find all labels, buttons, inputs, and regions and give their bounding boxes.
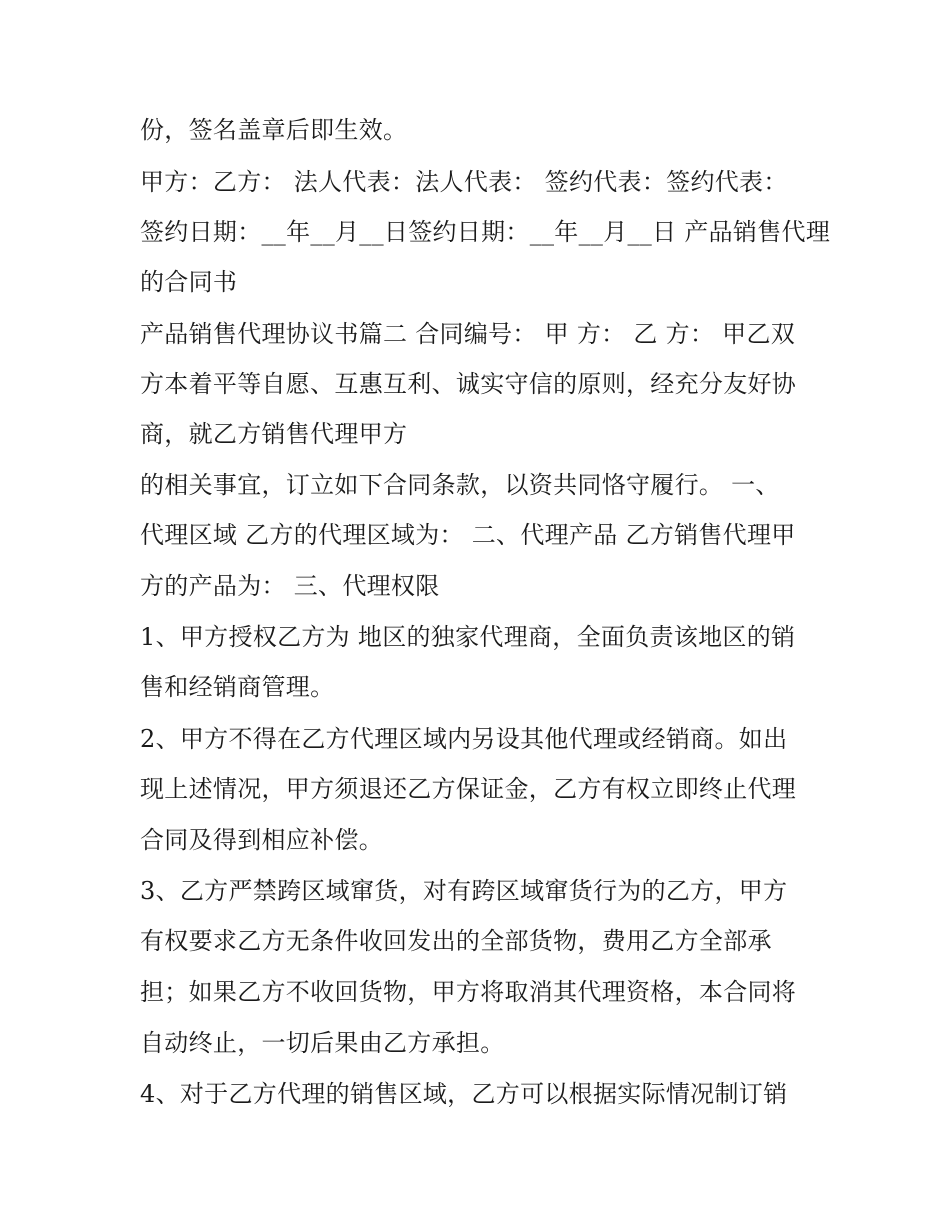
text-line: 甲方：乙方： 法人代表：法人代表： 签约代表：签约代表： — [140, 168, 788, 196]
text-line: 有权要求乙方无条件收回发出的全部货物，费用乙方全部承 — [140, 927, 772, 955]
text-line: 现上述情况，甲方须退还乙方保证金，乙方有权立即终止代理 — [140, 775, 797, 803]
text-line: 代理区域 乙方的代理区域为： 二、代理产品 乙方销售代理甲 — [140, 521, 796, 549]
text-line: 的合同书 — [140, 268, 238, 296]
text-line: 商，就乙方销售代理甲方 — [140, 420, 408, 448]
text-line: 的相关事宜，订立如下合同条款，以资共同恪守履行。 一、 — [140, 471, 780, 499]
text-line: 2、甲方不得在乙方代理区域内另设其他代理或经销商。如出 — [140, 725, 788, 753]
text-line: 售和经销商管理。 — [140, 673, 335, 701]
text-line: 产品销售代理协议书篇二 合同编号： 甲 方： 乙 方： 甲乙双 — [140, 320, 796, 348]
text-line: 方本着平等自愿、互惠互利、诚实守信的原则，经充分友好协 — [140, 370, 797, 398]
text-line: 1、甲方授权乙方为 地区的独家代理商，全面负责该地区的销 — [140, 623, 796, 651]
text-line: 4、对于乙方代理的销售区域，乙方可以根据实际情况制订销 — [140, 1080, 788, 1108]
text-line: 份，签名盖章后即生效。 — [140, 116, 408, 144]
text-line: 方的产品为： 三、代理权限 — [140, 572, 440, 600]
text-line: 3、乙方严禁跨区域窜货，对有跨区域窜货行为的乙方，甲方 — [140, 877, 788, 905]
text-line: 合同及得到相应补偿。 — [140, 826, 383, 854]
text-line: 签约日期：__年__月__日签约日期：__年__月__日 产品销售代理 — [140, 218, 831, 246]
text-line: 担；如果乙方不收回货物，甲方将取消其代理资格，本合同将 — [140, 978, 797, 1006]
text-line: 自动终止，一切后果由乙方承担。 — [140, 1029, 505, 1057]
